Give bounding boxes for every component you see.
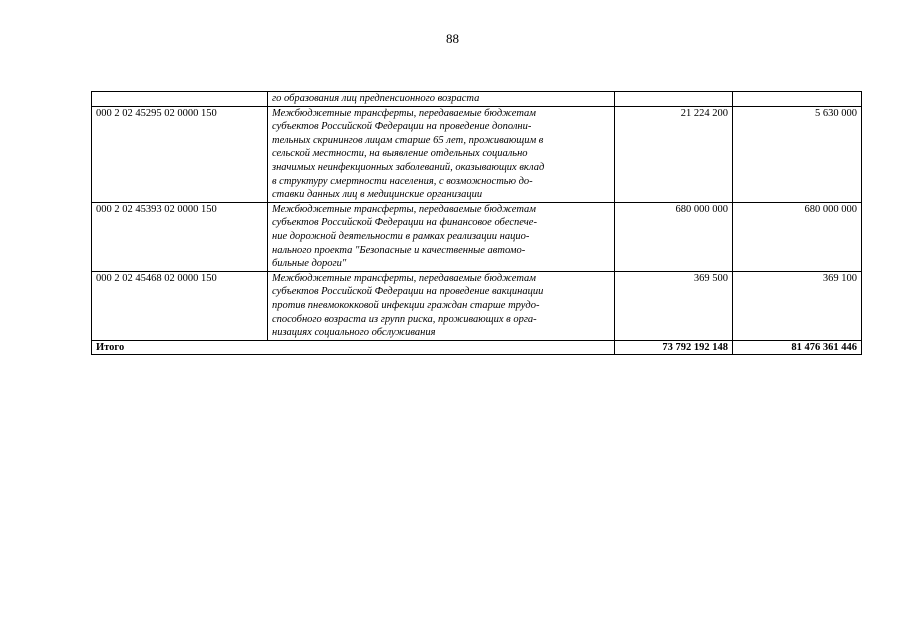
code-cell: 000 2 02 45468 02 0000 150 [92, 271, 268, 340]
year1-amount [615, 92, 733, 107]
name-line: тельных скринингов лицам старше 65 лет, проживающим в [272, 134, 544, 146]
total-year2-amount: 81 476 361 446 [733, 340, 862, 355]
name-line: ставки данных лиц в медицинские организации [272, 189, 483, 201]
name-line: бильные дороги" [272, 258, 347, 270]
code-cell [92, 92, 268, 107]
name-line: способного возраста из групп риска, проживающих в орга- [272, 313, 537, 325]
name-cell [268, 202, 615, 271]
table-row [92, 202, 862, 271]
name-line: го образования лиц предпенсионного возраста [272, 93, 480, 104]
name-line: против пневмококковой инфекции граждан старше трудо- [272, 299, 540, 311]
name-line: нального проекта "Безопасные и качественные автомо- [272, 244, 526, 256]
year2-amount: 680 000 000 [733, 202, 862, 271]
year1-amount: 680 000 000 [615, 202, 733, 271]
name-line: субъектов Российской Федерации на финансовое обеспече- [272, 217, 537, 229]
total-row [92, 340, 862, 355]
name-line: субъектов Российской Федерации на проведение вакцинации [272, 286, 544, 298]
name-line: Межбюджетные трансферты, передаваемые бюджетам [272, 203, 536, 215]
name-line: сельской местности, на выявление отдельных социально [272, 148, 528, 160]
name-cell [268, 271, 615, 340]
total-label: Итого [92, 340, 615, 355]
year1-amount: 369 500 [615, 271, 733, 340]
table-row-continuation [92, 92, 862, 107]
name-line: Межбюджетные трансферты, передаваемые бюджетам [272, 107, 536, 119]
name-line: значимых неинфекционных заболеваний, оказывающих вклад [272, 161, 545, 173]
year1-amount: 21 224 200 [615, 106, 733, 202]
name-cell [268, 92, 615, 107]
year2-amount: 5 630 000 [733, 106, 862, 202]
table-row [92, 271, 862, 340]
year2-amount [733, 92, 862, 107]
budget-transfers-table [91, 91, 862, 355]
name-line: в структуру смертности населения, с возможностью до- [272, 175, 533, 187]
year2-amount: 369 100 [733, 271, 862, 340]
page-number: 88 [446, 31, 459, 46]
name-line: субъектов Российской Федерации на проведение дополни- [272, 121, 532, 133]
code-cell: 000 2 02 45295 02 0000 150 [92, 106, 268, 202]
name-line: низациях социального обслуживания [272, 327, 436, 339]
name-cell [268, 106, 615, 202]
name-line: ние дорожной деятельности в рамках реализации нацио- [272, 230, 530, 242]
name-line: Межбюджетные трансферты, передаваемые бюджетам [272, 272, 536, 284]
total-year1-amount: 73 792 192 148 [615, 340, 733, 355]
table-row [92, 106, 862, 202]
code-cell: 000 2 02 45393 02 0000 150 [92, 202, 268, 271]
